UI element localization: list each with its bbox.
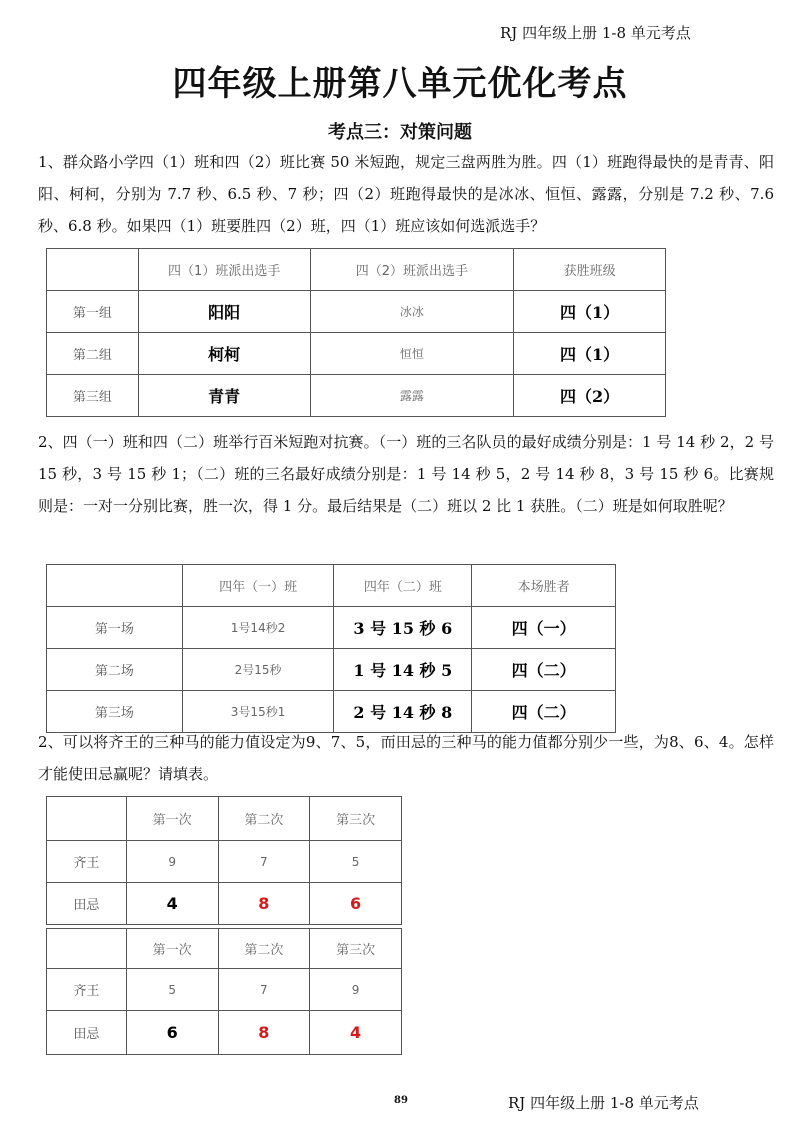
- table1-header: 四（2）班派出选手: [310, 249, 514, 291]
- table1-header: 获胜班级: [514, 249, 666, 291]
- table2-cell: 2 号 14 秒 8: [334, 691, 472, 733]
- table2-cell: 3 号 15 秒 6: [334, 607, 472, 649]
- table-horse-race-2: [46, 928, 402, 1055]
- table3-header: 第二次: [218, 797, 310, 841]
- table2-header: 四年（一）班: [182, 565, 334, 607]
- table1-cell: 恒恒: [310, 333, 514, 375]
- page-number: 89: [394, 1095, 408, 1106]
- table2-cell: 四（一）: [472, 607, 616, 649]
- question-3: 2、可以将齐王的三种马的能力值设定为9、7、5，而田忌的三种马的能力值都分别少一些，为8、6、4。怎样才能使田忌赢呢？请填表。: [38, 733, 774, 783]
- table1-row-label: 第一组: [47, 291, 139, 333]
- table-horse-race-1: [46, 796, 402, 925]
- table3-cell: 7: [218, 841, 310, 883]
- table4-cell: 5: [126, 969, 218, 1011]
- table1-cell: 四（1）: [514, 291, 666, 333]
- table3-row-label: 齐王: [47, 841, 127, 883]
- table2-cell: 四（二）: [472, 649, 616, 691]
- table1-row-label: 第二组: [47, 333, 139, 375]
- question-2: 2、四（一）班和四（二）班举行百米短跑对抗赛。（一）班的三名队员的最好成绩分别是：1 号 14 秒 2，2 号 15 秒，3 号 15 秒 1；（二）班的三名最好成绩分别是：1 号 14 秒 5，2 号 14 秒 8，3 号 15 秒 6。比赛规则是：一对一分别比赛，胜一次，得 1 分。最后结果是（二）班以 2 比 1 获胜。（二）班是如何取胜呢？: [38, 433, 774, 515]
- table2-header: 四年（二）班: [334, 565, 472, 607]
- table1-cell: 四（2）: [514, 375, 666, 417]
- header-note: RJ 四年级上册 1-8 单元考点: [500, 24, 691, 42]
- table2-cell: 1 号 14 秒 5: [334, 649, 472, 691]
- table4-row-label: 田忌: [47, 1011, 127, 1055]
- table4-cell: 8: [218, 1011, 310, 1055]
- table4-row-label: 齐王: [47, 969, 127, 1011]
- page-title: 四年级上册第八单元优化考点: [172, 64, 628, 104]
- table4-header: 第二次: [218, 929, 310, 969]
- table1-cell: 阳阳: [138, 291, 310, 333]
- table2-cell: 2号15秒: [182, 649, 334, 691]
- table1-cell: 露露: [310, 375, 514, 417]
- table2-row-label: 第三场: [47, 691, 183, 733]
- table3-row-label: 田忌: [47, 883, 127, 925]
- table3-header: 第一次: [126, 797, 218, 841]
- table3-cell: 8: [218, 883, 310, 925]
- table4-cell: 4: [310, 1011, 402, 1055]
- table3-cell: 5: [310, 841, 402, 883]
- footer-note: RJ 四年级上册 1-8 单元考点: [508, 1094, 699, 1112]
- table4-cell: 9: [310, 969, 402, 1011]
- table4-cell: 6: [126, 1011, 218, 1055]
- question-1: 1、群众路小学四（1）班和四（2）班比赛 50 米短跑，规定三盘两胜为胜。四（1）班跑得最快的是青青、阳阳、柯柯，分别为 7.7 秒、6.5 秒、7 秒；四（2）班跑得最快的是冰冰、恒恒、露露，分别是 7.2 秒、7.6 秒、6.8 秒。如果四（1）班要胜四（2）班，四（1）班应该如何选派选手？: [38, 153, 774, 235]
- table2-cell: 3号15秒1: [182, 691, 334, 733]
- table2-corner: [47, 565, 183, 607]
- table1-header: 四（1）班派出选手: [138, 249, 310, 291]
- table3-cell: 9: [126, 841, 218, 883]
- table1-cell: 青青: [138, 375, 310, 417]
- section-subtitle: 考点三：对策问题: [328, 122, 472, 143]
- table3-header: 第三次: [310, 797, 402, 841]
- table-race-100m: [46, 564, 616, 733]
- table1-cell: 四（1）: [514, 333, 666, 375]
- table4-header: 第一次: [126, 929, 218, 969]
- table1-cell: 冰冰: [310, 291, 514, 333]
- table1-cell: 柯柯: [138, 333, 310, 375]
- table3-cell: 4: [126, 883, 218, 925]
- table4-header: 第三次: [310, 929, 402, 969]
- table1-row-label: 第三组: [47, 375, 139, 417]
- table4-corner: [47, 929, 127, 969]
- table2-header: 本场胜者: [472, 565, 616, 607]
- table2-cell: 1号14秒2: [182, 607, 334, 649]
- table3-corner: [47, 797, 127, 841]
- table2-cell: 四（二）: [472, 691, 616, 733]
- table4-cell: 7: [218, 969, 310, 1011]
- table2-row-label: 第一场: [47, 607, 183, 649]
- table2-row-label: 第二场: [47, 649, 183, 691]
- table-race-50m: [46, 248, 666, 417]
- table3-cell: 6: [310, 883, 402, 925]
- table1-corner: [47, 249, 139, 291]
